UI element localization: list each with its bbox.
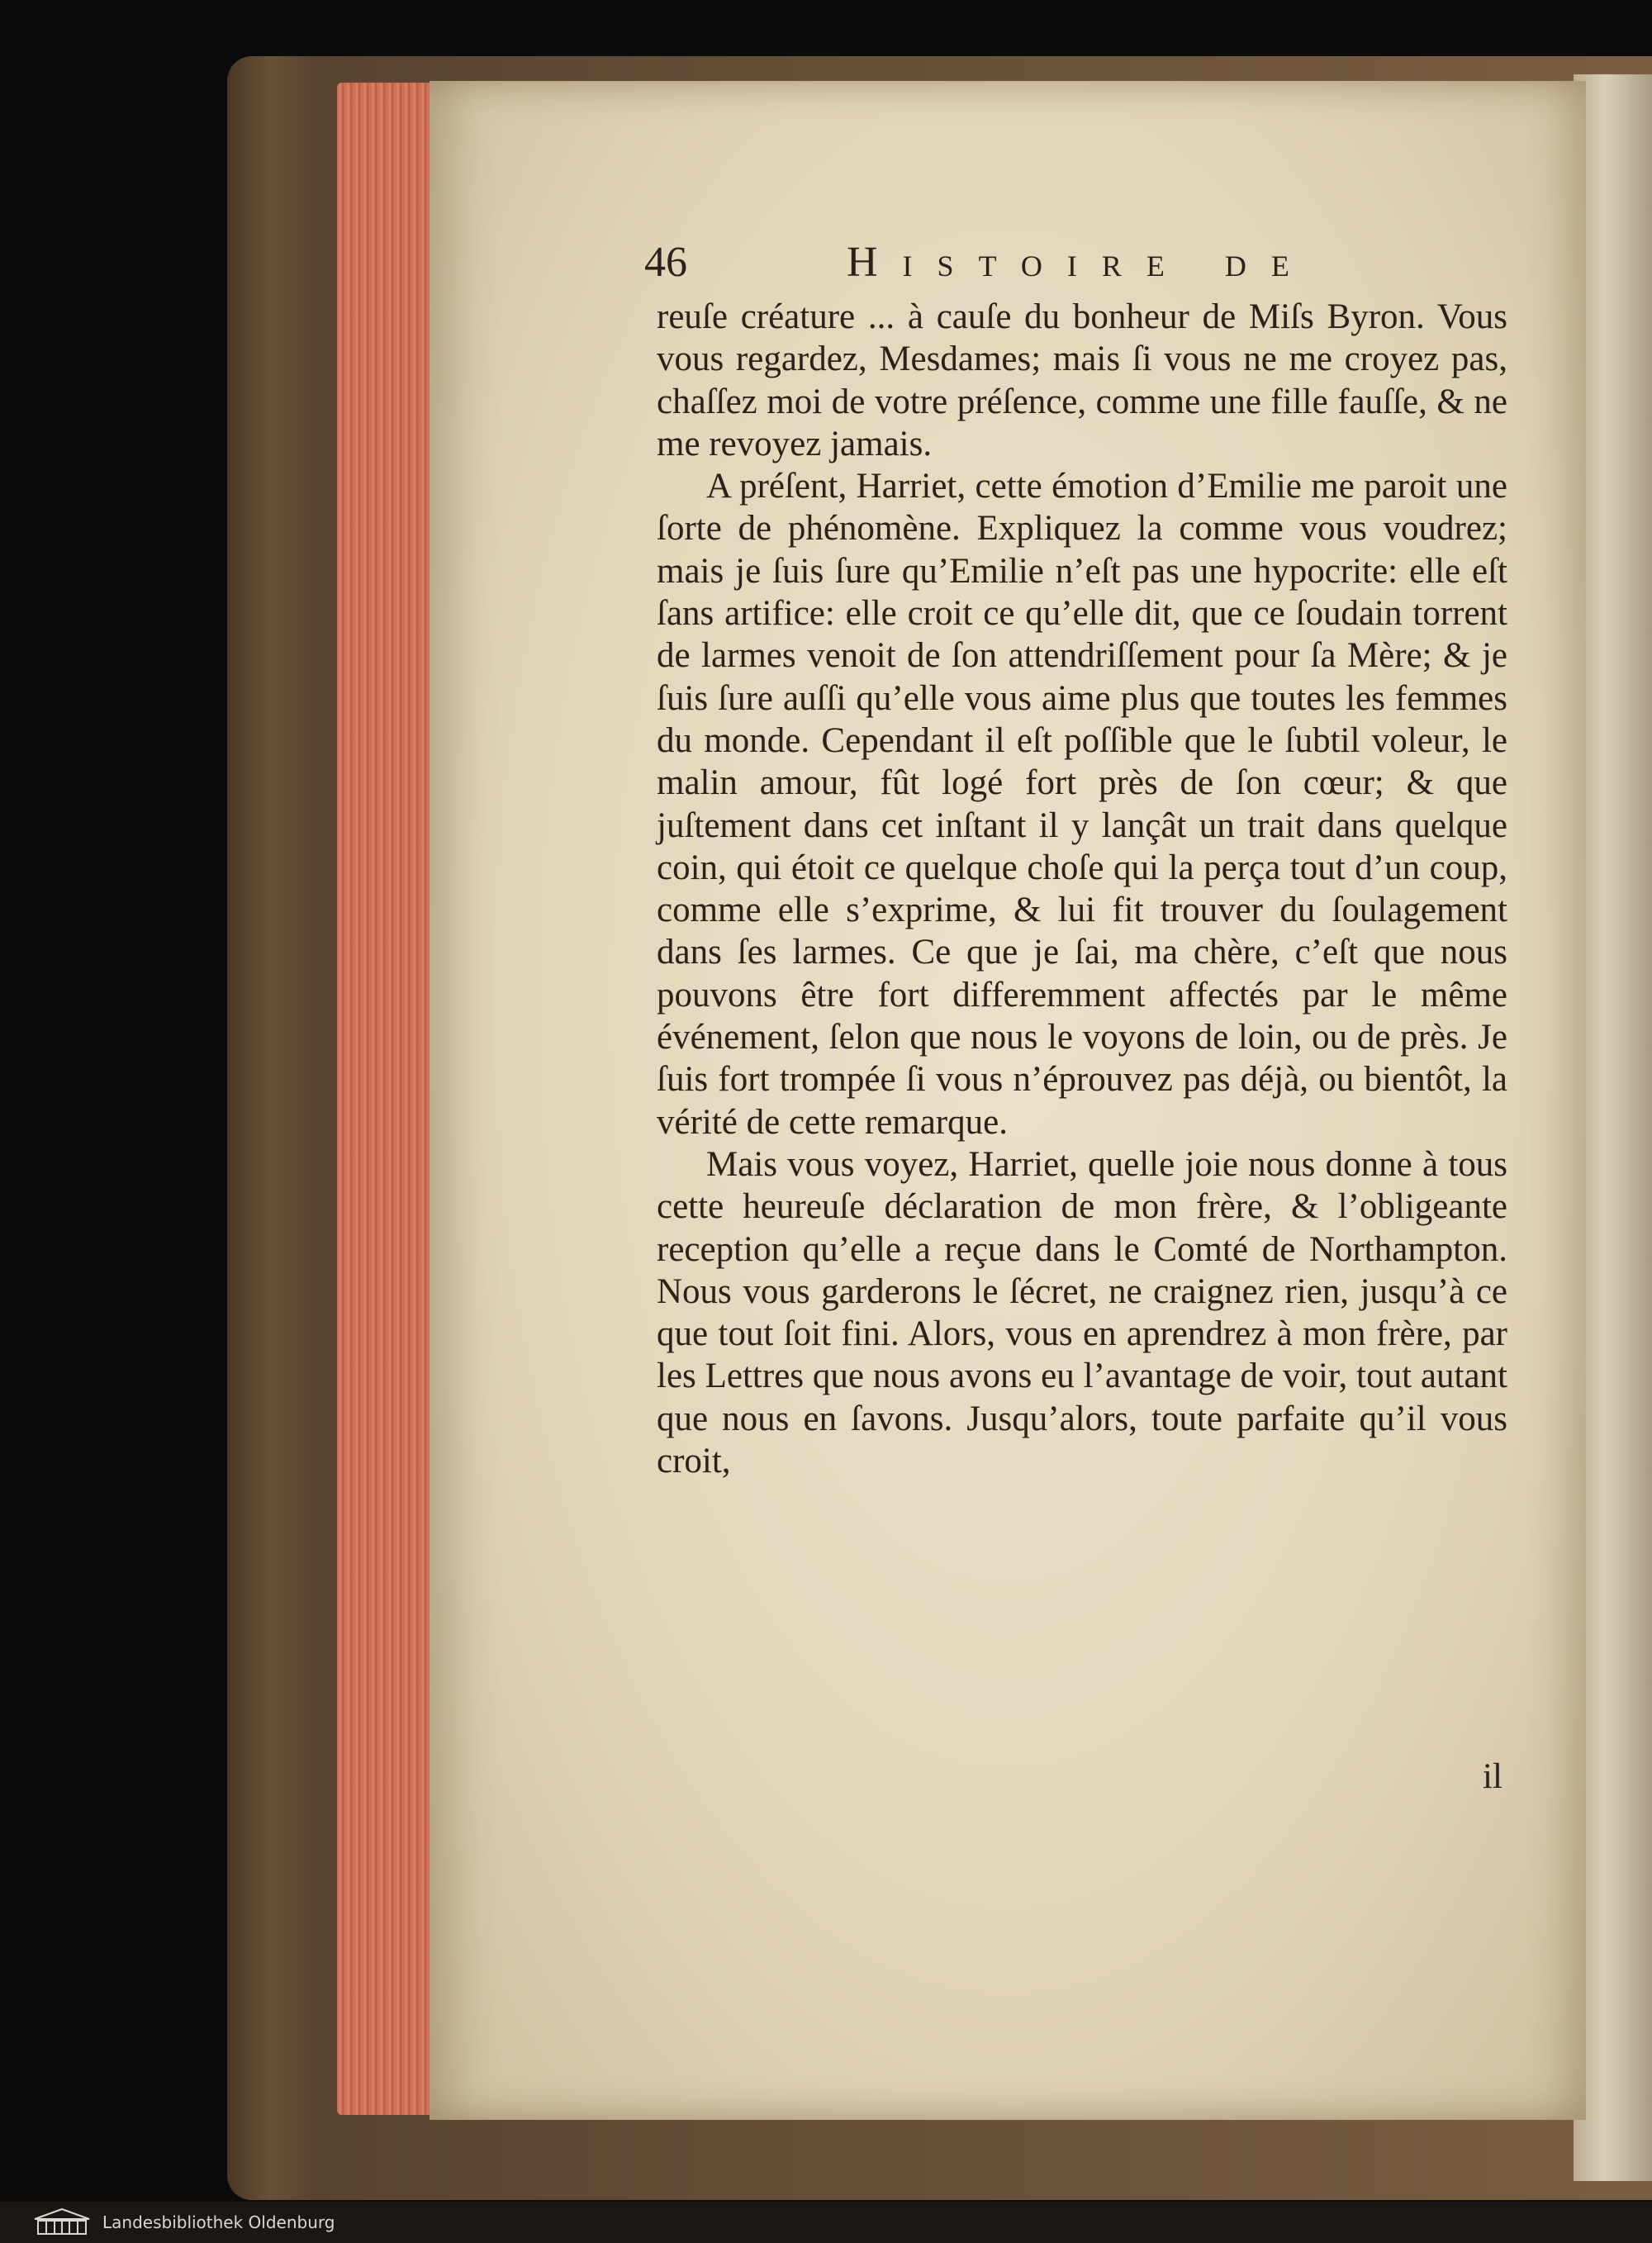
body-text xyxy=(657,296,1507,1482)
footer-bar xyxy=(0,2202,1652,2243)
page-number: 46 xyxy=(644,239,687,286)
catchword: il xyxy=(1483,1757,1502,1796)
running-head: Histoire de xyxy=(847,239,1314,286)
paragraph-2: A préſent, Harriet, cette émotion d’Emilie me paroit une ſorte de phénomène. Expliquez la comme vous voudrez; mais je ſuis ſure qu’Emilie n’eſt pas une hypocrite: elle eſt ſans artifice: elle croit ce qu’elle dit, que ce ſoudain torrent de larmes venoit de ſon attendriſſement pour ſa Mère; & je ſuis ſure auſſi qu’elle vous aime plus que toutes les femmes du monde. Cependant il eſt poſſible que le ſubtil voleur, le malin amour, fût logé fort près de ſon cœur; & que juſtement dans cet inſtant il y lançât un trait dans quelque coin, qui étoit ce quelque choſe qui la perça tout d’un coup, comme elle s’exprime, & lui fit trouver du ſoulagement dans ſes larmes. Ce que je ſai, ma chère, c’eſt que nous pouvons être fort differemment affectés par le même événement, ſelon que nous le voyons de loin, ou de près. Je ſuis fort trompée ſi vous n’éprouvez pas déjà, ou bientôt, la vérité de cette remarque. xyxy=(657,467,1507,1142)
paragraph-1: reuſe créature ... à cauſe du bonheur de Miſs Byron. Vous vous regardez, Mesdames; mais ſi vous ne me croyez pas, chaſſez moi de votre préſence, comme une fille fauſſe, & ne me revoyez jamais. xyxy=(657,297,1507,463)
page-header xyxy=(644,238,1520,288)
library-building-icon xyxy=(33,2207,91,2237)
library-name: Landesbibliothek Oldenburg xyxy=(102,2212,335,2232)
red-page-edges xyxy=(337,83,436,2115)
paragraph-3: Mais vous voyez, Harriet, quelle joie nous donne à tous cette heureuſe déclaration de mon frère, & l’obligeante reception qu’elle a reçue dans le Comté de Northampton. Nous vous garderons le ſécret, ne craignez rien, jusqu’à ce que tout ſoit fini. Alors, vous en aprendrez à mon frère, par les Lettres que nous avons eu l’avantage de voir, tout autant que nous en ſavons. Jusqu’alors, toute parfaite qu’il vous croit, xyxy=(657,1144,1507,1481)
